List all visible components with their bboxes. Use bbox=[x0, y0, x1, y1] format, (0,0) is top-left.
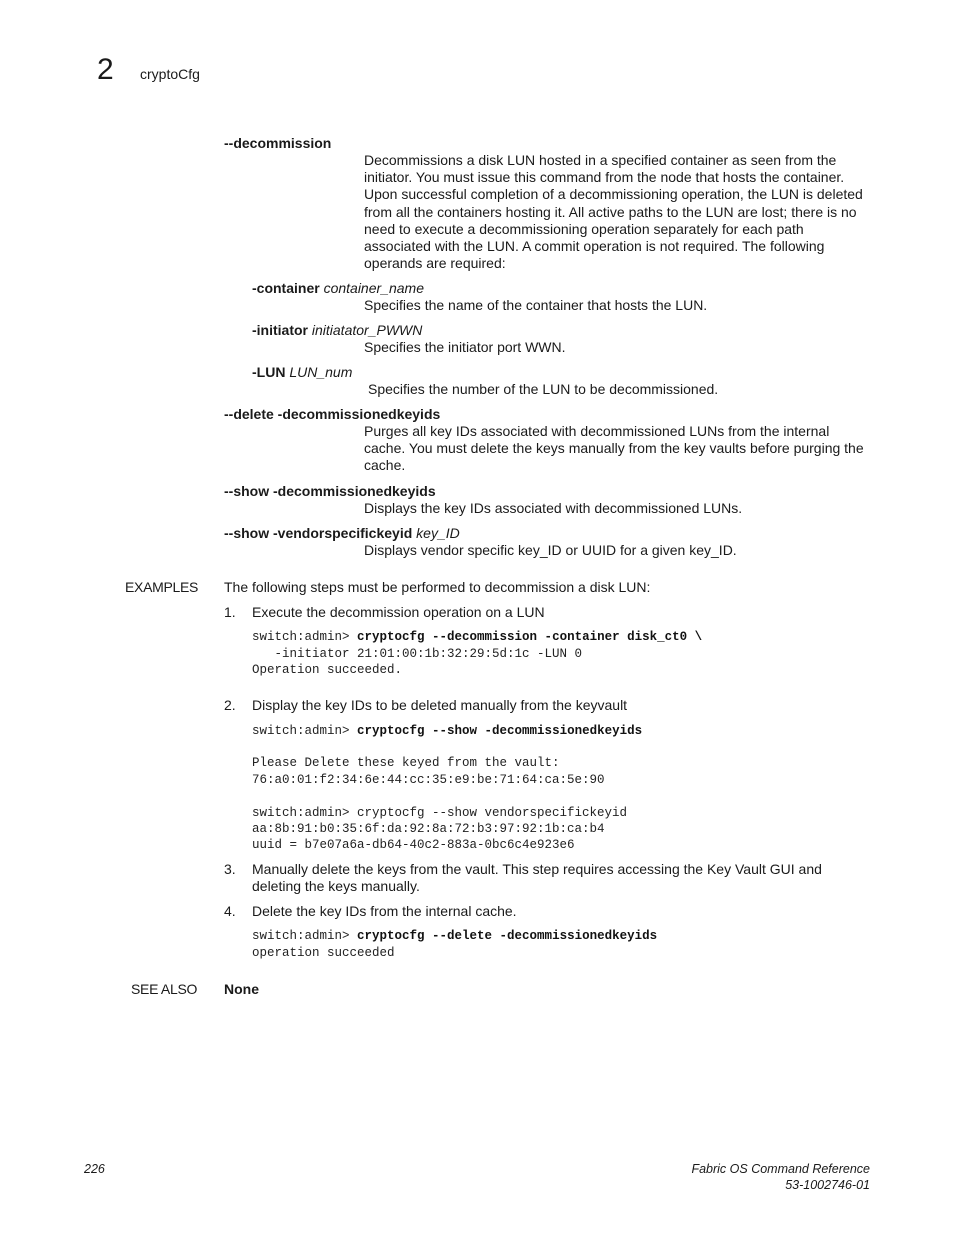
code-command: cryptocfg --show -decommissionedkeyids bbox=[357, 724, 643, 738]
operand-initiator bbox=[252, 322, 422, 339]
code-line: Please Delete these keyed from the vault: bbox=[252, 756, 560, 770]
option-name: --show -vendorspecifickeyid bbox=[224, 525, 413, 541]
code-line: Operation succeeded. bbox=[252, 663, 403, 677]
operand-arg: LUN_num bbox=[289, 364, 353, 380]
option-decommission-desc: Decommissions a disk LUN hosted in a specified container as seen from the initiator. You must issue this command from the node that hosts the container. Upon successful completion of a decommissioning operation, the LUN is deleted from all the containers hosting it. All active paths to the LUN are lost; there is no need to execute a decommissioning operation separately for each path associated with the LUN. A commit operation is not required. The following operands are required: bbox=[364, 152, 863, 272]
operand-name: -LUN bbox=[252, 364, 286, 380]
option-show-keyids-desc: Displays the key IDs associated with decommissioned LUNs. bbox=[364, 500, 743, 516]
option-show-vendor-desc: Displays vendor specific key_ID or UUID for a given key_ID. bbox=[364, 542, 737, 558]
step-text: Manually delete the keys from the vault. This step requires accessing the Key Vault GUI and deleting the keys manually. bbox=[252, 861, 822, 895]
step-text: Display the key IDs to be deleted manually from the keyvault bbox=[252, 697, 628, 713]
code-line: 76:a0:01:f2:34:6e:44:cc:35:e9:be:71:64:ca:5e:90 bbox=[252, 773, 605, 787]
option-delete-keyids-desc: Purges all key IDs associated with decommissioned LUNs from the internal cache. You must delete the keys manually from the key vaults before purging the cache. bbox=[364, 423, 864, 474]
operand-arg: initiatator_PWWN bbox=[311, 322, 423, 338]
step-text: Execute the decommission operation on a LUN bbox=[252, 604, 545, 620]
examples-intro: The following steps must be performed to decommission a disk LUN: bbox=[224, 579, 651, 595]
operand-name: -initiator bbox=[252, 322, 308, 338]
operand-name: -container bbox=[252, 280, 320, 296]
operand-container bbox=[252, 280, 424, 297]
doc-title: Fabric OS Command Reference bbox=[691, 1162, 870, 1176]
step-text: Delete the key IDs from the internal cache. bbox=[252, 903, 517, 919]
operand-container-desc: Specifies the name of the container that hosts the LUN. bbox=[364, 297, 708, 313]
code-prompt: switch:admin> bbox=[252, 724, 358, 738]
code-line: switch:admin> cryptocfg --show vendorspecifickeyid bbox=[252, 806, 628, 820]
code-prompt: switch:admin> bbox=[252, 929, 358, 943]
operand-arg: container_name bbox=[323, 280, 424, 296]
code-line: operation succeeded bbox=[252, 946, 395, 960]
code-line bbox=[252, 723, 642, 739]
code-command: cryptocfg --delete -decommissionedkeyids bbox=[357, 929, 658, 943]
step-number: 1. bbox=[224, 604, 236, 620]
chapter-number: 2 bbox=[97, 53, 114, 86]
operand-lun-desc: Specifies the number of the LUN to be decommissioned. bbox=[368, 381, 719, 397]
examples-heading: EXAMPLES bbox=[125, 579, 199, 595]
code-prompt: switch:admin> bbox=[252, 630, 358, 644]
operand-lun bbox=[252, 364, 352, 381]
doc-number: 53-1002746-01 bbox=[785, 1178, 870, 1192]
page-number: 226 bbox=[84, 1162, 105, 1176]
operand-initiator-desc: Specifies the initiator port WWN. bbox=[364, 339, 566, 355]
option-delete-keyids: --delete -decommissionedkeyids bbox=[224, 406, 441, 422]
option-arg: key_ID bbox=[416, 525, 460, 541]
code-command: cryptocfg --decommission -container disk_ct0 \ bbox=[357, 630, 703, 644]
code-line: aa:8b:91:b0:35:6f:da:92:8a:72:b3:97:92:1b:ca:b4 bbox=[252, 822, 605, 836]
code-line: -initiator 21:01:00:1b:32:29:5d:1c -LUN 0 bbox=[252, 647, 583, 661]
running-title: cryptoCfg bbox=[140, 66, 200, 82]
step-number: 4. bbox=[224, 903, 236, 919]
option-show-keyids: --show -decommissionedkeyids bbox=[224, 483, 436, 499]
option-show-vendor bbox=[224, 525, 460, 542]
code-line bbox=[252, 928, 657, 944]
see-also-value: None bbox=[224, 981, 259, 997]
code-line: uuid = b7e07a6a-db64-40c2-883a-0bc6c4e923e6 bbox=[252, 838, 575, 852]
step-number: 2. bbox=[224, 697, 236, 713]
see-also-heading: SEE ALSO bbox=[131, 981, 198, 997]
option-decommission: --decommission bbox=[224, 135, 332, 151]
code-line bbox=[252, 629, 702, 645]
step-number: 3. bbox=[224, 861, 236, 877]
